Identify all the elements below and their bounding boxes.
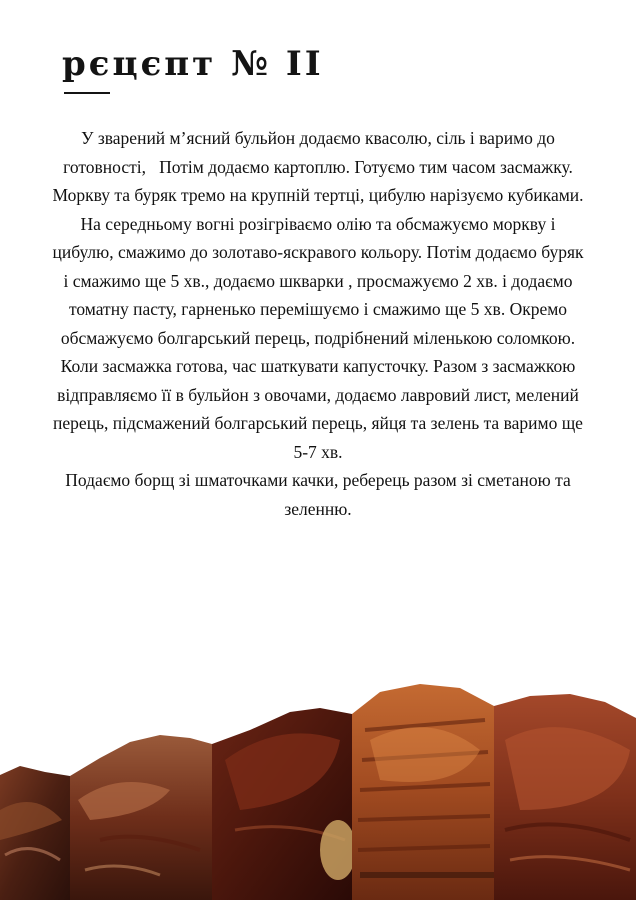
- photo-roast-meat-slices: [0, 766, 70, 900]
- photo-bbq-pork-chop: [494, 694, 636, 900]
- photo-grilled-pork-chop: [352, 684, 494, 900]
- recipe-paragraph-2: Коли засмажка готова, час шаткувати капусточку. Разом з засмажкою відправляємо її в бульйон з овочами, додаємо лавровий лист, мелений перець, підсмажений болгарський перець, яйця та зелень та варимо ще 5-7 хв.: [53, 356, 588, 462]
- page-title: рєцєпт № ІІ: [62, 44, 324, 84]
- title-underline: [64, 92, 110, 94]
- recipe-paragraph-1: У зварений м’ясний бульйон додаємо квасолю, сіль і варимо до готовності, Потім додаємо картоплю. Готуємо тим часом засмажку. Моркву та буряк тремо на крупній тертці, цибулю нарізуємо кубиками. На середньому вогні розігріваємо олію та обсмажуємо моркву і цибулю, смажимо до золотаво-яскравого кольору. Потім додаємо буряк і смажимо ще 5 хв., додаємо шкварки , просмажуємо 2 хв. і додаємо томатну пасту, гарненько перемішуємо і смажимо ще 5 хв. Окремо обсмажуємо болгарський перець, подрібнений міленькою соломкою.: [52, 128, 588, 348]
- meat-photo-strip: [0, 680, 636, 900]
- recipe-paragraph-3: Подаємо борщ зі шматочками качки, реберець разом зі сметаною та зеленню.: [65, 470, 576, 519]
- recipe-text: [48, 124, 588, 523]
- photo-seared-beef-steak: [212, 708, 356, 900]
- photo-grilled-pork: [70, 735, 212, 900]
